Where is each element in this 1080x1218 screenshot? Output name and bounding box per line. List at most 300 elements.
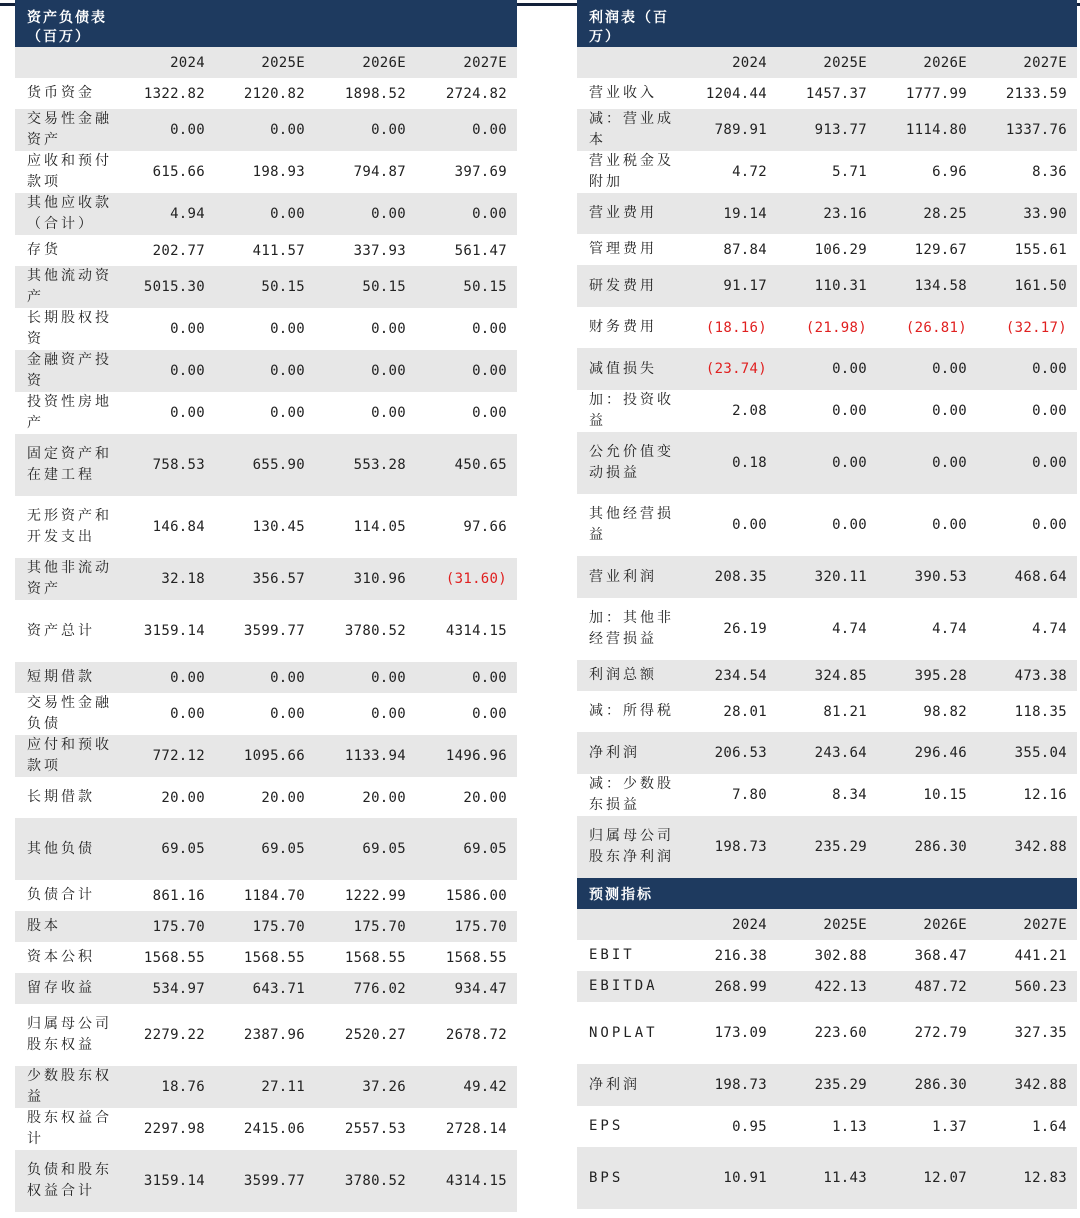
year-header: 2026E	[315, 47, 416, 78]
row-value: 934.47	[416, 973, 517, 1004]
row-value: 3780.52	[315, 1150, 416, 1212]
table-row	[15, 973, 517, 1004]
row-value: 202.77	[152, 242, 205, 259]
row-value: 1568.55	[243, 949, 305, 966]
row-value: 355.04	[977, 732, 1077, 774]
year-header: 2025E	[777, 47, 877, 78]
row-label: 留存收益	[15, 973, 115, 1004]
row-value: 12.16	[1023, 787, 1067, 803]
row-value: 4.94	[115, 193, 215, 235]
row-value: 0.00	[215, 109, 315, 151]
row-value: 69.05	[315, 818, 416, 880]
row-value: 1.37	[932, 1118, 967, 1135]
row-label: 减：少数股东损益	[589, 776, 674, 813]
row-value: (21.98)	[805, 319, 867, 336]
header-blank	[577, 47, 677, 78]
row-value: 0.00	[977, 348, 1077, 390]
year-header-row	[577, 47, 1077, 78]
row-label: 财务费用	[589, 319, 657, 335]
row-value: 0.00	[115, 662, 215, 693]
forecast-title: 预测指标	[577, 878, 1077, 909]
row-value: 0.00	[170, 706, 205, 722]
row-value: 2387.96	[243, 1027, 305, 1043]
row-value: 1586.00	[445, 887, 507, 904]
row-value: 0.00	[472, 321, 507, 337]
row-label: 减值损失	[577, 348, 677, 390]
year-header: 2026E	[877, 909, 977, 940]
table-row	[577, 390, 1077, 432]
row-value: 198.73	[677, 1064, 777, 1106]
row-value: 2133.59	[1005, 85, 1067, 102]
table-row	[577, 732, 1077, 774]
row-label: 归属母公司股东权益	[27, 1016, 112, 1053]
table-row	[577, 494, 1077, 556]
year-header: 2026E	[877, 47, 977, 78]
row-label: 无形资产和开发支出	[27, 508, 112, 545]
row-value: 2520.27	[344, 1027, 406, 1043]
row-label: 公允价值变动损益	[577, 432, 677, 494]
table-row	[577, 816, 1077, 878]
row-value: 0.00	[270, 321, 305, 337]
row-value: 243.64	[777, 732, 877, 774]
table-row	[15, 151, 517, 193]
table-row	[15, 558, 517, 600]
table-row	[577, 265, 1077, 307]
row-value: 0.00	[832, 403, 867, 419]
row-label: 长期股权投资	[27, 310, 112, 347]
row-value: 1496.96	[416, 735, 517, 777]
row-value: 320.11	[777, 556, 877, 598]
table-row	[577, 151, 1077, 193]
row-value: 1.13	[832, 1118, 867, 1135]
row-value: 0.00	[270, 706, 305, 722]
row-label: 净利润	[577, 732, 677, 774]
row-value: 27.11	[215, 1066, 315, 1108]
row-value: 0.00	[416, 109, 517, 151]
row-value: 1898.52	[344, 85, 406, 102]
row-value: 560.23	[977, 971, 1077, 1002]
row-value: 2279.22	[143, 1027, 205, 1043]
row-value: 1222.99	[344, 887, 406, 904]
row-value: 50.15	[315, 266, 416, 308]
row-value: 20.00	[261, 789, 305, 806]
row-value: 0.00	[315, 662, 416, 693]
row-label: 少数股东权益	[15, 1066, 115, 1108]
row-value: 0.00	[732, 517, 767, 533]
row-value: 913.77	[777, 109, 877, 151]
row-value: 450.65	[416, 434, 517, 496]
row-value: 342.88	[977, 816, 1077, 878]
table-row	[577, 660, 1077, 691]
table-row	[577, 971, 1077, 1002]
table-row	[15, 818, 517, 880]
row-value: 861.16	[152, 887, 205, 904]
row-value: 0.00	[315, 193, 416, 235]
row-value: 20.00	[161, 789, 205, 806]
row-value: 0.00	[777, 432, 877, 494]
row-value: 69.05	[215, 818, 315, 880]
row-value: 0.00	[170, 405, 205, 421]
row-label: 负债合计	[27, 887, 95, 903]
row-value: 1568.55	[344, 949, 406, 966]
table-row	[577, 774, 1077, 816]
header-blank	[577, 909, 677, 940]
row-value: 97.66	[463, 519, 507, 535]
table-row	[15, 392, 517, 434]
row-value: 23.16	[777, 193, 877, 234]
row-value: 1114.80	[877, 109, 977, 151]
row-value: 4314.15	[416, 1150, 517, 1212]
row-value: 8.34	[832, 787, 867, 803]
row-value: 0.00	[877, 432, 977, 494]
row-value: 0.00	[932, 403, 967, 419]
row-value: 0.00	[215, 193, 315, 235]
row-value: 324.85	[777, 660, 877, 691]
row-value: 198.73	[677, 816, 777, 878]
row-value: 19.14	[677, 193, 777, 234]
row-value: 0.00	[416, 662, 517, 693]
row-value: 0.18	[677, 432, 777, 494]
row-value: 368.47	[914, 947, 967, 964]
row-value: 175.70	[416, 911, 517, 942]
row-value: 441.21	[1014, 947, 1067, 964]
table-row	[15, 735, 517, 777]
table-row	[577, 940, 1077, 971]
row-value: 10.91	[677, 1147, 777, 1209]
row-label: 研发费用	[577, 265, 677, 307]
row-label: 减：所得税	[589, 703, 674, 719]
row-value: 69.05	[416, 818, 517, 880]
table-row	[15, 496, 517, 558]
row-value: 794.87	[353, 164, 406, 180]
row-value: 0.00	[472, 405, 507, 421]
row-value: 6.96	[932, 164, 967, 180]
year-header: 2027E	[416, 47, 517, 78]
row-value: 4.74	[932, 621, 967, 637]
row-value: 4.74	[832, 621, 867, 637]
year-header: 2027E	[977, 909, 1077, 940]
row-value: 2557.53	[344, 1121, 406, 1137]
row-label: 固定资产和在建工程	[15, 434, 115, 496]
row-value: 129.67	[914, 241, 967, 258]
row-value: 0.00	[416, 350, 517, 392]
row-value: (18.16)	[705, 319, 767, 336]
year-header: 2027E	[977, 47, 1077, 78]
row-value: 5015.30	[115, 266, 215, 308]
table-row	[15, 942, 517, 973]
row-value: 235.29	[777, 816, 877, 878]
row-label: 投资性房地产	[27, 394, 112, 431]
table-row	[15, 308, 517, 350]
row-value: 235.29	[777, 1064, 877, 1106]
table-row	[577, 234, 1077, 265]
table-row	[577, 598, 1077, 660]
row-value: 390.53	[877, 556, 977, 598]
row-label: 交易性金融负债	[27, 695, 112, 732]
row-value: 2.08	[732, 403, 767, 419]
row-value: 0.00	[1032, 403, 1067, 419]
row-value: 50.15	[215, 266, 315, 308]
row-value: 553.28	[315, 434, 416, 496]
row-value: 4.74	[1032, 621, 1067, 637]
row-value: 20.00	[463, 789, 507, 806]
row-value: (32.17)	[1005, 319, 1067, 336]
table-row	[577, 1147, 1077, 1209]
row-label: 利润总额	[577, 660, 677, 691]
table-row	[15, 1150, 517, 1212]
row-value: 8.36	[1032, 164, 1067, 180]
row-value: 32.18	[115, 558, 215, 600]
row-label: 加：其他非经营损益	[589, 610, 674, 647]
row-label: EPS	[589, 1118, 624, 1134]
row-value: 268.99	[677, 971, 777, 1002]
row-value: 198.93	[252, 164, 305, 180]
year-header: 2025E	[215, 47, 315, 78]
row-label: 营业利润	[577, 556, 677, 598]
row-value: 0.00	[777, 348, 877, 390]
row-value: 1777.99	[905, 85, 967, 102]
table-row	[577, 432, 1077, 494]
row-value: 206.53	[677, 732, 777, 774]
row-value: 0.00	[371, 405, 406, 421]
table-row	[577, 1064, 1077, 1106]
year-header: 2024	[677, 909, 777, 940]
row-value: 2415.06	[243, 1121, 305, 1137]
row-value: 0.00	[932, 517, 967, 533]
row-value: 155.61	[1014, 241, 1067, 258]
row-value: 1.64	[1032, 1118, 1067, 1135]
row-value: 28.01	[723, 703, 767, 720]
row-value: 302.88	[814, 947, 867, 964]
row-value: 2120.82	[243, 85, 305, 102]
row-label: 其他应收款（合计）	[15, 193, 115, 235]
row-value: 0.00	[170, 321, 205, 337]
row-value: 0.95	[732, 1118, 767, 1135]
row-value: 208.35	[677, 556, 777, 598]
row-value: 134.58	[877, 265, 977, 307]
row-value: 130.45	[252, 519, 305, 535]
row-label: 营业费用	[577, 193, 677, 234]
balance-sheet-title: 资产负债表（百万）	[15, 0, 517, 47]
row-value: 487.72	[877, 971, 977, 1002]
row-value: 2728.14	[445, 1121, 507, 1137]
year-header-row	[15, 47, 517, 78]
table-row	[577, 556, 1077, 598]
row-value: 12.07	[877, 1147, 977, 1209]
row-value: 0.00	[315, 109, 416, 151]
row-label: 管理费用	[589, 241, 657, 257]
row-value: 0.00	[472, 706, 507, 722]
income-statement-panel	[577, 0, 1077, 1209]
table-row	[577, 193, 1077, 234]
row-value: 356.57	[215, 558, 315, 600]
row-value: 0.00	[877, 348, 977, 390]
row-value: 2724.82	[445, 85, 507, 102]
row-value: 561.47	[454, 242, 507, 259]
row-value: 1337.76	[977, 109, 1077, 151]
row-value: 310.96	[315, 558, 416, 600]
row-value: 2678.72	[445, 1027, 507, 1043]
balance-sheet-table	[15, 47, 517, 1212]
table-row	[15, 350, 517, 392]
row-value: 3599.77	[215, 1150, 315, 1212]
row-value: 789.91	[677, 109, 777, 151]
row-label: 货币资金	[27, 85, 95, 101]
row-value: 0.00	[115, 350, 215, 392]
row-value: 33.90	[977, 193, 1077, 234]
table-row	[15, 434, 517, 496]
row-value: 69.05	[115, 818, 215, 880]
table-row	[577, 1002, 1077, 1064]
row-value: 342.88	[977, 1064, 1077, 1106]
row-value: 26.19	[723, 621, 767, 637]
balance-sheet-panel	[15, 0, 517, 1212]
table-row	[577, 1106, 1077, 1147]
row-label: 其他经营损益	[589, 506, 674, 543]
row-value: 0.00	[371, 706, 406, 722]
year-header: 2024	[115, 47, 215, 78]
row-label: NOPLAT	[589, 1024, 658, 1041]
row-label: 加：投资收益	[589, 392, 674, 429]
table-row	[15, 235, 517, 266]
row-label: 短期借款	[15, 662, 115, 693]
row-value: 0.00	[977, 432, 1077, 494]
row-value: 1095.66	[215, 735, 315, 777]
row-value: 296.46	[877, 732, 977, 774]
table-row	[15, 880, 517, 911]
row-value: 0.00	[315, 350, 416, 392]
row-value: 7.80	[732, 787, 767, 803]
table-row	[15, 109, 517, 151]
table-row	[15, 693, 517, 735]
row-value: 0.00	[1032, 517, 1067, 533]
row-value: 327.35	[1014, 1025, 1067, 1041]
row-value: 534.97	[115, 973, 215, 1004]
row-value: 1184.70	[243, 887, 305, 904]
table-row	[15, 911, 517, 942]
row-label: 净利润	[577, 1064, 677, 1106]
row-value: 615.66	[152, 164, 205, 180]
row-value: 3159.14	[115, 1150, 215, 1212]
row-label: 交易性金融资产	[15, 109, 115, 151]
row-value: 772.12	[115, 735, 215, 777]
row-value: 110.31	[777, 265, 877, 307]
row-label: 资产总计	[27, 622, 95, 639]
row-value: 473.38	[977, 660, 1077, 691]
row-label: 其他非流动资产	[15, 558, 115, 600]
row-label: 营业税金及附加	[589, 153, 674, 190]
table-row	[15, 1066, 517, 1108]
row-value: 28.25	[877, 193, 977, 234]
row-value: 1457.37	[805, 85, 867, 102]
table-row	[15, 193, 517, 235]
table-row	[15, 78, 517, 109]
row-value: 5.71	[832, 164, 867, 180]
row-value: 758.53	[115, 434, 215, 496]
row-value: 0.00	[832, 517, 867, 533]
row-value: 37.26	[315, 1066, 416, 1108]
row-value: 643.71	[215, 973, 315, 1004]
row-value: 1322.82	[143, 85, 205, 102]
row-value: 1568.55	[143, 949, 205, 966]
row-label: 减：营业成本	[577, 109, 677, 151]
row-value: 4314.15	[445, 623, 507, 639]
row-value: 0.00	[416, 193, 517, 235]
row-label: 其他流动资产	[15, 266, 115, 308]
row-label: 金融资产投资	[15, 350, 115, 392]
row-value: 422.13	[777, 971, 877, 1002]
table-row	[577, 691, 1077, 732]
row-value: (23.74)	[677, 348, 777, 390]
row-value: 175.70	[215, 911, 315, 942]
table-row	[15, 266, 517, 308]
row-value: 18.76	[115, 1066, 215, 1108]
row-label: EBIT	[589, 947, 635, 963]
table-row	[15, 600, 517, 662]
table-row	[15, 662, 517, 693]
row-value: 118.35	[1014, 703, 1067, 720]
row-value: 12.83	[977, 1147, 1077, 1209]
row-value: 3780.52	[344, 623, 406, 639]
row-value: 4.72	[732, 164, 767, 180]
row-value: 3599.77	[243, 623, 305, 639]
row-value: 1204.44	[705, 85, 767, 102]
row-value: 1568.55	[445, 949, 507, 966]
row-value: 81.21	[823, 703, 867, 720]
row-value: 20.00	[362, 789, 406, 806]
income-statement-title: 利润表（百万）	[577, 0, 1077, 47]
row-value: 272.79	[914, 1025, 967, 1041]
header-blank	[15, 47, 115, 78]
row-value: 411.57	[252, 242, 305, 259]
row-label: 应付和预收款项	[15, 735, 115, 777]
row-value: 286.30	[877, 816, 977, 878]
table-row	[15, 777, 517, 818]
row-value: 0.00	[115, 109, 215, 151]
row-value: 50.15	[416, 266, 517, 308]
row-value: 1133.94	[315, 735, 416, 777]
row-value: 91.17	[677, 265, 777, 307]
row-value: 468.64	[977, 556, 1077, 598]
row-value: 87.84	[723, 241, 767, 258]
row-value: 0.00	[371, 321, 406, 337]
row-value: 11.43	[777, 1147, 877, 1209]
table-row	[577, 109, 1077, 151]
row-value: 234.54	[677, 660, 777, 691]
row-value: 161.50	[977, 265, 1077, 307]
row-value: 655.90	[215, 434, 315, 496]
row-value: 0.00	[270, 405, 305, 421]
row-value: 286.30	[877, 1064, 977, 1106]
table-row	[577, 78, 1077, 109]
row-value: 114.05	[353, 519, 406, 535]
income-statement-table	[577, 47, 1077, 1209]
row-value: 0.00	[215, 662, 315, 693]
row-value: 175.70	[115, 911, 215, 942]
row-label: 负债和股东权益合计	[15, 1150, 115, 1212]
row-label: BPS	[577, 1147, 677, 1209]
year-header: 2024	[677, 47, 777, 78]
row-value: 106.29	[814, 241, 867, 258]
row-value: 397.69	[454, 164, 507, 180]
row-value: 49.42	[416, 1066, 517, 1108]
forecast-title-row	[577, 878, 1077, 909]
row-label: 营业收入	[589, 85, 657, 101]
row-value: 3159.14	[143, 623, 205, 639]
row-value: 776.02	[315, 973, 416, 1004]
row-value: 337.93	[353, 242, 406, 259]
row-label: 长期借款	[27, 789, 95, 805]
